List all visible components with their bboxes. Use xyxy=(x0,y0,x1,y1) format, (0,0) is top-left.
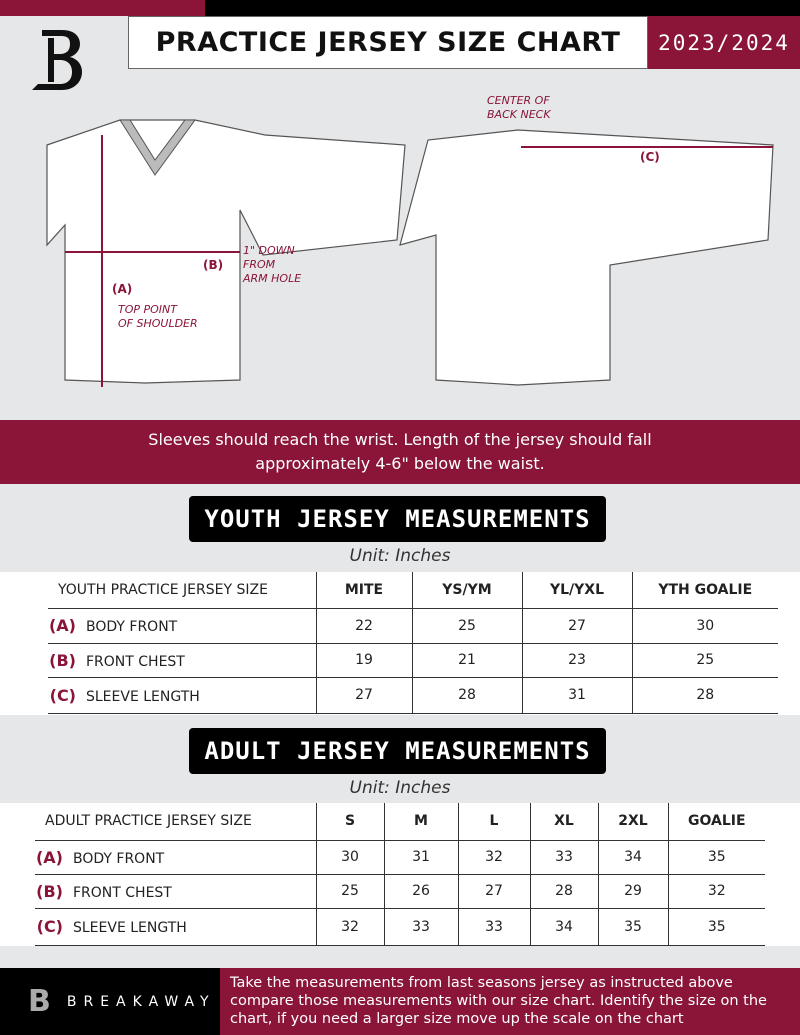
label-b-note: 1" DOWN FROM ARM HOLE xyxy=(243,244,302,285)
cell: 25 xyxy=(632,643,778,677)
row-letter: (A) xyxy=(35,847,63,867)
brand-logo xyxy=(28,26,92,94)
header-cell: S xyxy=(316,803,384,840)
cell: 33 xyxy=(384,908,458,945)
footer-instructions: Take the measurements from last seasons jersey as instructed above compare those measurements with our size chart. Identify the size on the chart, if you need a larger size move up the scale on the chart xyxy=(220,968,800,1035)
row-letter: (B) xyxy=(36,881,63,901)
table-row xyxy=(35,840,765,874)
header-cell: YS/YM xyxy=(412,572,522,608)
page-title: PRACTICE JERSEY SIZE CHART xyxy=(128,16,648,69)
cell: 25 xyxy=(412,608,522,643)
row-letter: (A) xyxy=(48,616,76,635)
header-cell: YTH GOALIE xyxy=(632,572,778,608)
cell: 31 xyxy=(522,677,632,713)
header-cell: 2XL xyxy=(598,803,668,840)
cell: 27 xyxy=(316,677,412,713)
cell: 35 xyxy=(668,840,765,874)
cell: 34 xyxy=(598,840,668,874)
cell: 26 xyxy=(384,874,458,908)
footer-brand-name: BREAKAWAY xyxy=(66,993,216,1010)
row-letter: (C) xyxy=(49,685,76,705)
cell: 35 xyxy=(598,908,668,945)
header-cell: YOUTH PRACTICE JERSEY SIZE xyxy=(48,572,316,608)
row-label: BODY FRONT xyxy=(86,619,178,635)
cell: 32 xyxy=(668,874,765,908)
cell: 33 xyxy=(458,908,530,945)
cell: 23 xyxy=(522,643,632,677)
youth-size-table xyxy=(48,572,778,714)
cell: 28 xyxy=(632,677,778,713)
header-cell: YL/YXL xyxy=(522,572,632,608)
row-label: FRONT CHEST xyxy=(86,653,185,670)
header-cell: ADULT PRACTICE JERSEY SIZE xyxy=(35,803,316,840)
table-header-row xyxy=(48,572,778,608)
table-row xyxy=(35,874,765,908)
header-cell: GOALIE xyxy=(668,803,765,840)
adult-section-title: ADULT JERSEY MEASUREMENTS xyxy=(189,728,606,774)
table-row xyxy=(35,908,765,945)
cell: 33 xyxy=(530,840,598,874)
season-label: 2023/2024 xyxy=(648,16,800,69)
label-b: (B) xyxy=(203,258,224,272)
cell: 19 xyxy=(316,643,412,677)
cell: 28 xyxy=(412,677,522,713)
cell: 32 xyxy=(458,840,530,874)
header-cell: L xyxy=(458,803,530,840)
top-black-bar xyxy=(205,0,800,16)
cell: 22 xyxy=(316,608,412,643)
fit-note-banner: Sleeves should reach the wrist. Length of the jersey should fall approximately 4-6" below the waist. xyxy=(0,420,800,484)
youth-unit-label: Unit: Inches xyxy=(349,546,451,566)
cell: 29 xyxy=(598,874,668,908)
footer-brand xyxy=(0,968,220,1035)
row-label: FRONT CHEST xyxy=(73,884,172,901)
label-c-note: CENTER OF BACK NECK xyxy=(487,94,551,121)
footer-logo-icon: B xyxy=(28,984,51,1019)
cell: 31 xyxy=(384,840,458,874)
cell: 28 xyxy=(530,874,598,908)
table-row xyxy=(48,643,778,677)
header-cell: XL xyxy=(530,803,598,840)
row-label: SLEEVE LENGTH xyxy=(86,688,200,705)
cell: 34 xyxy=(530,908,598,945)
header-cell: MITE xyxy=(316,572,412,608)
cell: 27 xyxy=(458,874,530,908)
row-letter: (B) xyxy=(49,650,76,670)
cell: 30 xyxy=(632,608,778,643)
label-c: (C) xyxy=(640,150,660,164)
table-header-row xyxy=(35,803,765,840)
header-cell: M xyxy=(384,803,458,840)
cell: 35 xyxy=(668,908,765,945)
table-row xyxy=(48,608,778,643)
cell: 21 xyxy=(412,643,522,677)
adult-unit-label: Unit: Inches xyxy=(349,778,451,798)
cell: 25 xyxy=(316,874,384,908)
row-letter: (C) xyxy=(36,917,63,936)
cell: 27 xyxy=(522,608,632,643)
adult-size-table xyxy=(35,803,765,946)
front-jersey-diagram xyxy=(35,115,410,395)
youth-section-title: YOUTH JERSEY MEASUREMENTS xyxy=(189,496,606,542)
row-label: SLEEVE LENGTH xyxy=(73,920,187,936)
row-label: BODY FRONT xyxy=(73,850,165,867)
label-a: (A) xyxy=(112,282,133,296)
cell: 32 xyxy=(316,908,384,945)
top-accent-bar xyxy=(0,0,205,16)
label-a-note: TOP POINT OF SHOULDER xyxy=(118,303,198,330)
back-jersey-diagram xyxy=(398,125,778,390)
table-row xyxy=(48,677,778,713)
cell: 30 xyxy=(316,840,384,874)
